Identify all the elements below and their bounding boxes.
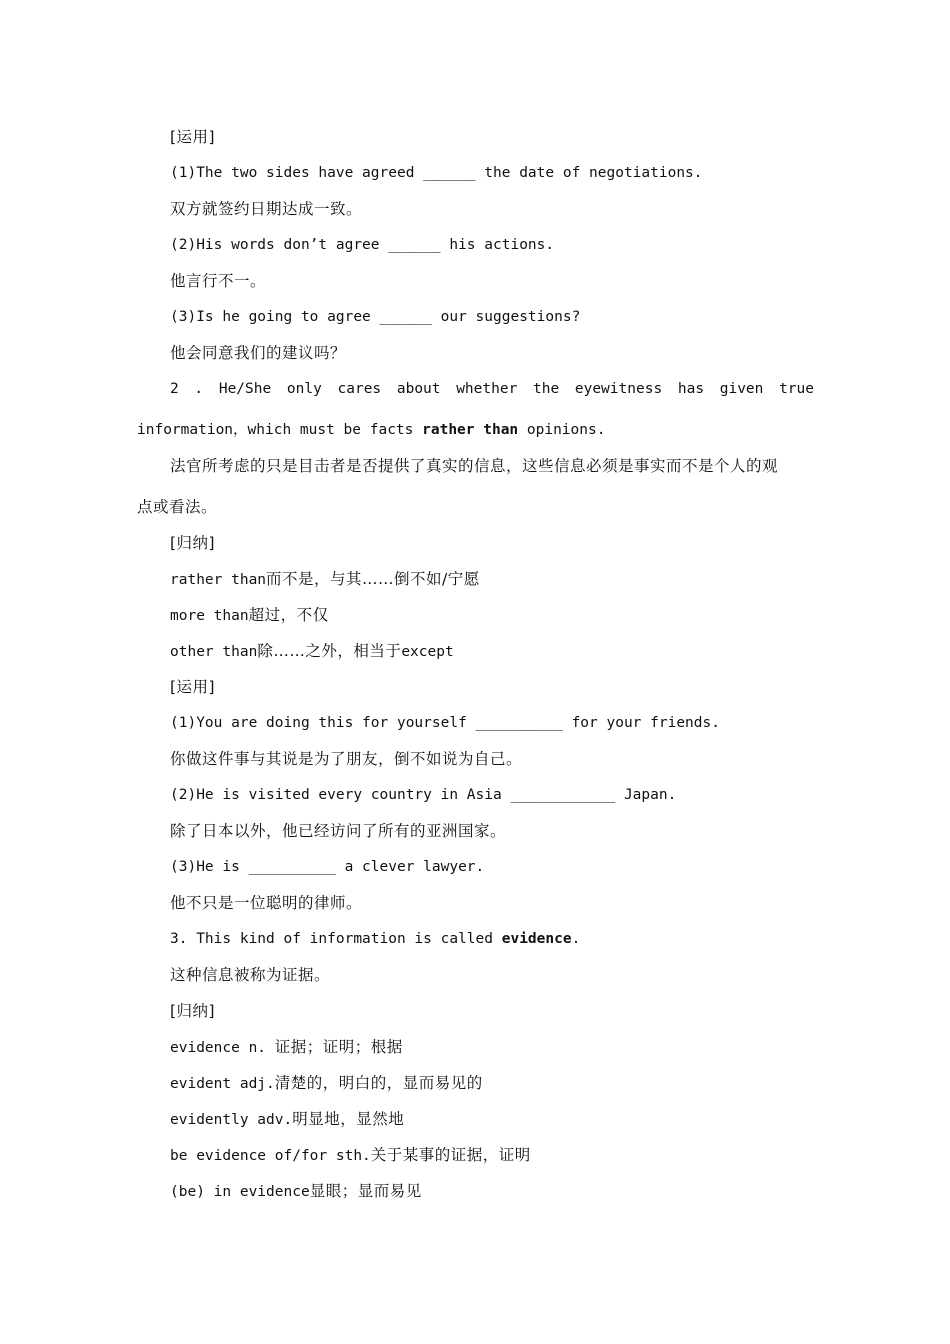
translation-line-continued: 点或看法。 [137, 498, 218, 516]
translation-line: 双方就签约日期达成一致。 [170, 200, 363, 218]
translation-line: 你做这件事与其说是为了朋友，倒不如说为自己。 [170, 750, 523, 768]
exercise-sentence: (2)His words don’t agree ______ his actions. [170, 237, 555, 253]
vocab-meaning: 超过，不仅 [248, 606, 329, 624]
vocab-meaning: 证据；证明；根据 [274, 1038, 403, 1056]
translation-line: 除了日本以外，他已经访问了所有的亚洲国家。 [170, 822, 507, 840]
paragraph-item-2: 2 . He/She only cares about whether the eyewitness has given true [170, 381, 814, 397]
vocab-term: rather than [170, 572, 267, 588]
vocab-entry [170, 1073, 483, 1094]
translation-line: 这种信息被称为证据。 [170, 966, 331, 984]
exercise-sentence: (1)The two sides have agreed ______ the date of negotiations. [170, 165, 703, 181]
translation-line: 他不只是一位聪明的律师。 [170, 894, 363, 912]
exercise-sentence: (1)You are doing this for yourself __________ for your friends. [170, 715, 720, 731]
vocab-meaning: 关于某事的证据，证明 [370, 1146, 531, 1164]
vocab-term: evident adj. [170, 1076, 275, 1092]
vocab-entry [170, 1145, 531, 1166]
vocab-term: (be) in evidence [170, 1184, 310, 1200]
translation-line: 他言行不一。 [170, 272, 267, 290]
section-label-usage: [运用] [170, 128, 216, 146]
translation-line: 他会同意我们的建议吗？ [170, 344, 347, 362]
vocab-entry [170, 1109, 404, 1130]
vocab-term: except [401, 644, 454, 660]
text-run: information，which must be facts [137, 422, 423, 438]
vocab-term: more than [170, 608, 249, 624]
vocab-entry [170, 605, 329, 626]
section-label-summary: [归纳] [170, 1002, 216, 1020]
text-run: opinions. [518, 422, 606, 438]
vocab-entry [170, 641, 454, 662]
text-run: . [571, 931, 581, 947]
vocab-meaning: 除……之外，相当于 [257, 642, 402, 660]
text-run: 3. This kind of information is called [170, 931, 502, 947]
vocab-term: evidently adv. [170, 1112, 293, 1128]
keyword-rather-than: rather than [422, 422, 519, 438]
exercise-sentence: (3)Is he going to agree ______ our suggestions? [170, 309, 581, 325]
vocab-entry [170, 1037, 403, 1058]
vocab-term: other than [170, 644, 258, 660]
keyword-evidence: evidence [501, 931, 572, 947]
vocab-term: evidence n. [170, 1040, 275, 1056]
vocab-term: be evidence of/for sth. [170, 1148, 371, 1164]
section-label-usage: [运用] [170, 678, 216, 696]
translation-line: 法官所考虑的只是目击者是否提供了真实的信息，这些信息必须是事实而不是个人的观 [170, 457, 779, 475]
exercise-sentence: (3)He is __________ a clever lawyer. [170, 859, 485, 875]
vocab-meaning: 明显地，显然地 [292, 1110, 405, 1128]
vocab-meaning: 而不是，与其……倒不如/宁愿 [266, 570, 480, 588]
section-label-summary: [归纳] [170, 534, 216, 552]
paragraph-item-2-continued [137, 420, 605, 440]
vocab-meaning: 清楚的，明白的，显而易见的 [274, 1074, 483, 1092]
vocab-entry [170, 1181, 422, 1202]
vocab-entry [170, 569, 480, 590]
exercise-sentence: (2)He is visited every country in Asia ____________ Japan. [170, 787, 677, 803]
vocab-meaning: 显眼；显而易见 [309, 1182, 422, 1200]
paragraph-item-3 [170, 929, 580, 949]
